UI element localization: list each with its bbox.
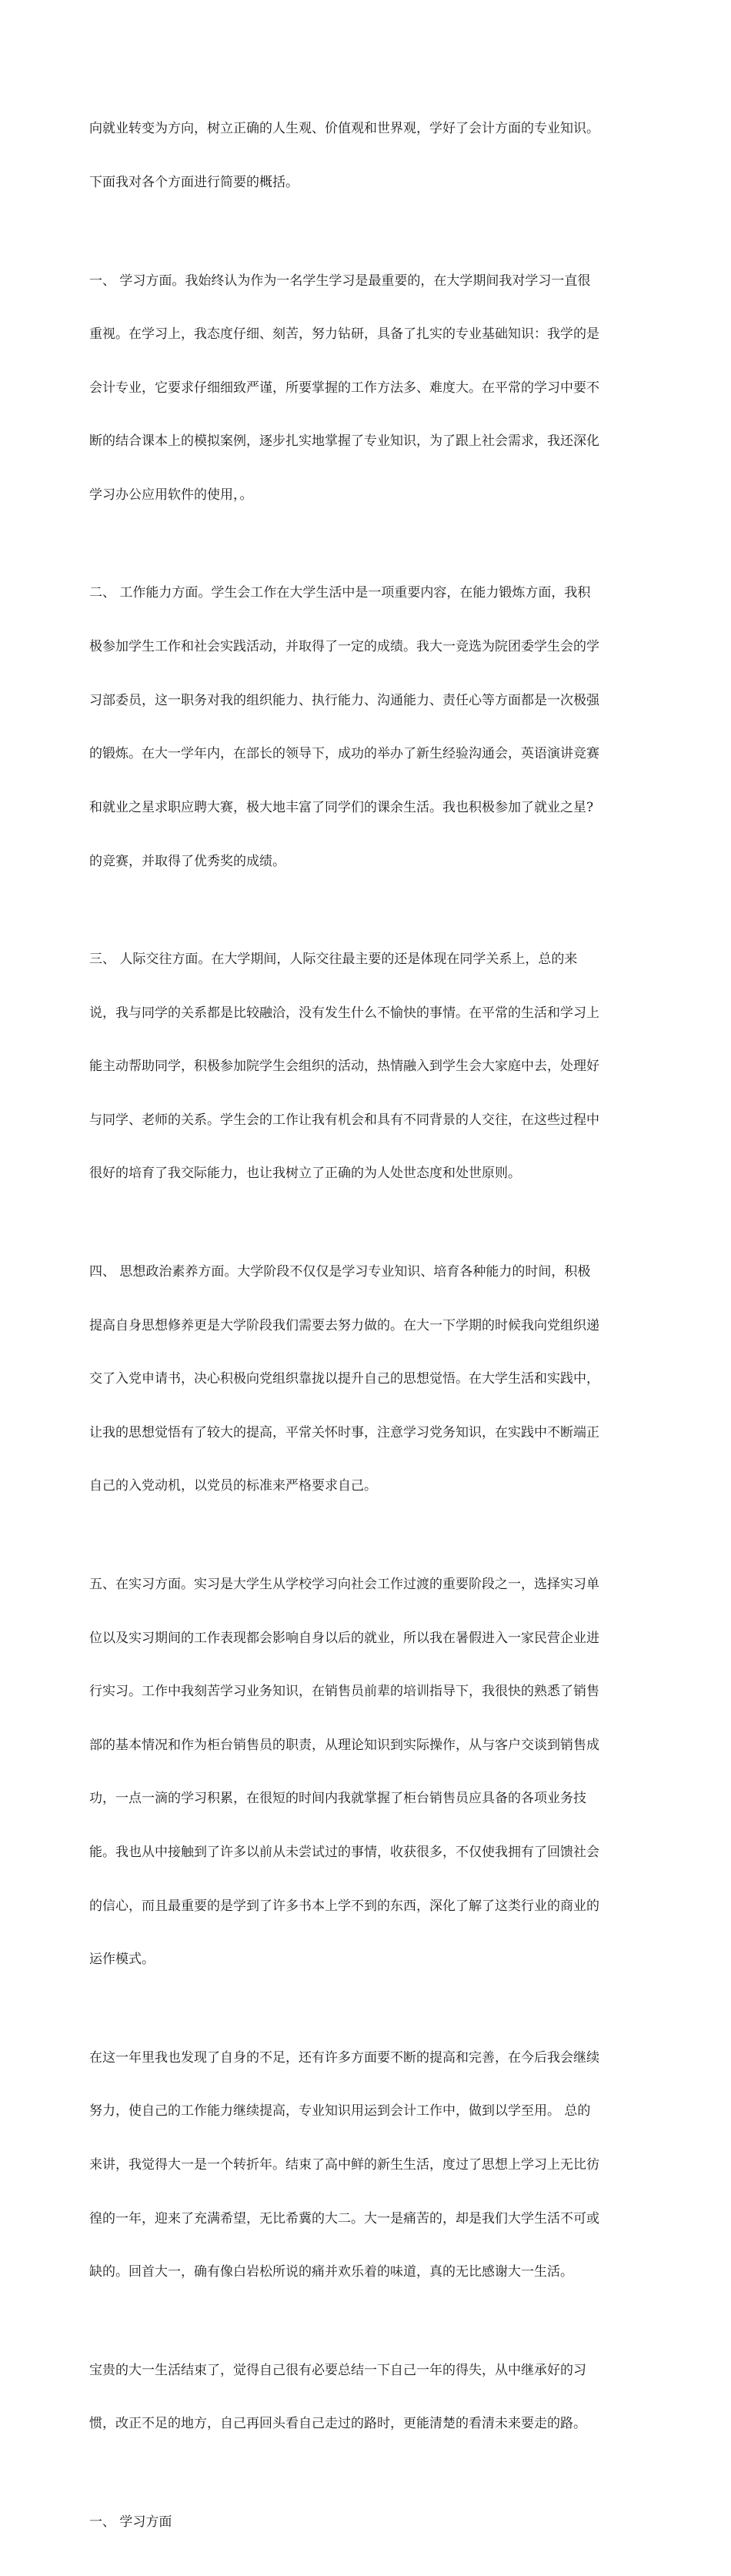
text-line: 行实习。工作中我刻苦学习业务知识，在销售员前辈的培训指导下，我很快的熟悉了销售 — [89, 1684, 599, 1700]
paragraph-summary — [89, 2326, 651, 2469]
text-line: 向就业转变为方向，树立正确的人生观、价值观和世界观，学好了会计方面的专业知识。 — [89, 121, 599, 137]
text-line: 与同学、老师的关系。学生会的工作让我有机会和具有不同背景的人交往，在这些过程中 — [89, 1112, 599, 1128]
text-line: 位以及实习期间的工作表现都会影响自身以后的就业，所以我在暑假进入一家民营企业进 — [89, 1630, 599, 1646]
text-line: 重视。在学习上，我态度仔细、刻苦，努力钻研，具备了扎实的专业基础知识：我学的是 — [89, 326, 599, 343]
paragraph-work-ability — [89, 549, 651, 906]
paragraph-interpersonal — [89, 915, 651, 1219]
paragraph-study — [89, 236, 651, 540]
text-line: 能。我也从中接触到了许多以前从未尝试过的事情，收获很多，不仅使我拥有了回馈社会 — [89, 1845, 599, 1860]
text-line: 交了入党申请书，决心积极向党组织靠拢以提升自己的思想觉悟。在大学生活和实践中， — [89, 1371, 599, 1387]
text-line: 很好的培育了我交际能力，也让我树立了正确的为人处世态度和处世原则。 — [89, 1166, 521, 1182]
text-line: 极参加学生工作和社会实践活动，并取得了一定的成绩。我大一竞选为院团委学生会的学 — [89, 639, 599, 655]
text-line: 断的结合课本上的模拟案例，逐步扎实地掌握了专业知识，为了跟上社会需求，我还深化 — [89, 433, 599, 450]
text-line: 和就业之星求职应聘大赛，极大地丰富了同学们的课余生活。我也积极参加了就业之星? — [89, 799, 594, 815]
text-line: 的锻炼。在大一学年内，在部长的领导下，成功的举办了新生经验沟通会，英语演讲竞赛 — [89, 746, 599, 762]
text-line: 一、 学习方面 — [89, 2514, 172, 2530]
text-line: 缺的。回首大一，确有像白岩松所说的痛并欢乐着的味道，真的无比感谢大一生活。 — [89, 2264, 573, 2280]
text-line: 在这一年里我也发现了自身的不足，还有许多方面要不断的提高和完善，在今后我会继续 — [89, 2049, 599, 2066]
text-line: 惯，改正不足的地方，自己再回头看自己走过的路时，更能清楚的看清未来要走的路。 — [89, 2416, 586, 2432]
text-line: 的信心，而且最重要的是学到了许多书本上学不到的东西，深化了解了这类行业的商业的 — [89, 1898, 599, 1914]
text-line: 来讲，我觉得大一是一个转折年。结束了高中鲜的新生生活，度过了思想上学习上无比彷 — [89, 2156, 599, 2173]
text-line: 部的基本情况和作为柜台销售员的职责，从理论知识到实际操作，从与客户交谈到销售成 — [89, 1737, 599, 1753]
paragraph-intro — [89, 85, 651, 228]
text-line: 努力，使自己的工作能力继续提高，专业知识用运到会计工作中，做到以学至用。 总的 — [89, 2103, 591, 2119]
text-line: 让我的思想觉悟有了较大的提高，平常关怀时事，注意学习党务知识，在实践中不断端正 — [89, 1424, 599, 1440]
text-line: 功，一点一滴的学习积累，在很短的时间内我就掌握了柜台销售员应具备的各项业务技 — [89, 1791, 586, 1807]
text-line: 运作模式。 — [89, 1952, 155, 1968]
text-line: 说，我与同学的关系都是比较融洽，没有发生什么不愉快的事情。在平常的生活和学习上 — [89, 1005, 599, 1021]
paragraph-internship — [89, 1541, 651, 2005]
text-line: 徨的一年，迎来了充满希望，无比希冀的大二。大一是痛苦的，却是我们大学生活不可或 — [89, 2210, 599, 2226]
text-line: 会计专业，它要求仔细细致严谨，所要掌握的工作方法多、难度大。在平常的学习中要不 — [89, 380, 599, 396]
section-heading-study — [89, 2477, 651, 2567]
text-line: 四、 思想政治素养方面。大学阶段不仅仅是学习专业知识、培育各种能力的时间，积极 — [89, 1264, 591, 1280]
text-line: 提高自身思想修养更是大学阶段我们需要去努力做的。在大一下学期的时候我向党组织递 — [89, 1317, 599, 1333]
text-line: 能主动帮助同学，积极参加院学生会组织的活动，热情融入到学生会大家庭中去，处理好 — [89, 1059, 599, 1075]
text-line: 五、在实习方面。实习是大学生从学校学习向社会工作过渡的重要阶段之一，选择实习单 — [89, 1576, 599, 1592]
text-line: 一、 学习方面。我始终认为作为一名学生学习是最重要的，在大学期间我对学习一直很 — [89, 273, 591, 289]
text-line: 自己的入党动机，以党员的标准来严格要求自己。 — [89, 1478, 377, 1494]
text-line: 下面我对各个方面进行简要的概括。 — [89, 175, 299, 191]
text-line: 宝贵的大一生活结束了，觉得自己很有必要总结一下自己一年的得失，从中继承好的习 — [89, 2362, 586, 2378]
text-line: 三、 人际交往方面。在大学期间，人际交往最主要的还是体现在同学关系上，总的来 — [89, 952, 578, 968]
text-line: 二、 工作能力方面。学生会工作在大学生活中是一项重要内容，在能力锻炼方面，我积 — [89, 585, 591, 601]
text-line: 学习办公应用软件的使用，。 — [89, 487, 253, 503]
text-line: 的竞赛，并取得了优秀奖的成绩。 — [89, 853, 285, 869]
paragraph-reflection — [89, 2013, 651, 2317]
text-line: 习部委员，这一职务对我的组织能力、执行能力、沟通能力、责任心等方面都是一次极强 — [89, 692, 599, 708]
paragraph-political — [89, 1228, 651, 1531]
document-body — [89, 85, 651, 2576]
